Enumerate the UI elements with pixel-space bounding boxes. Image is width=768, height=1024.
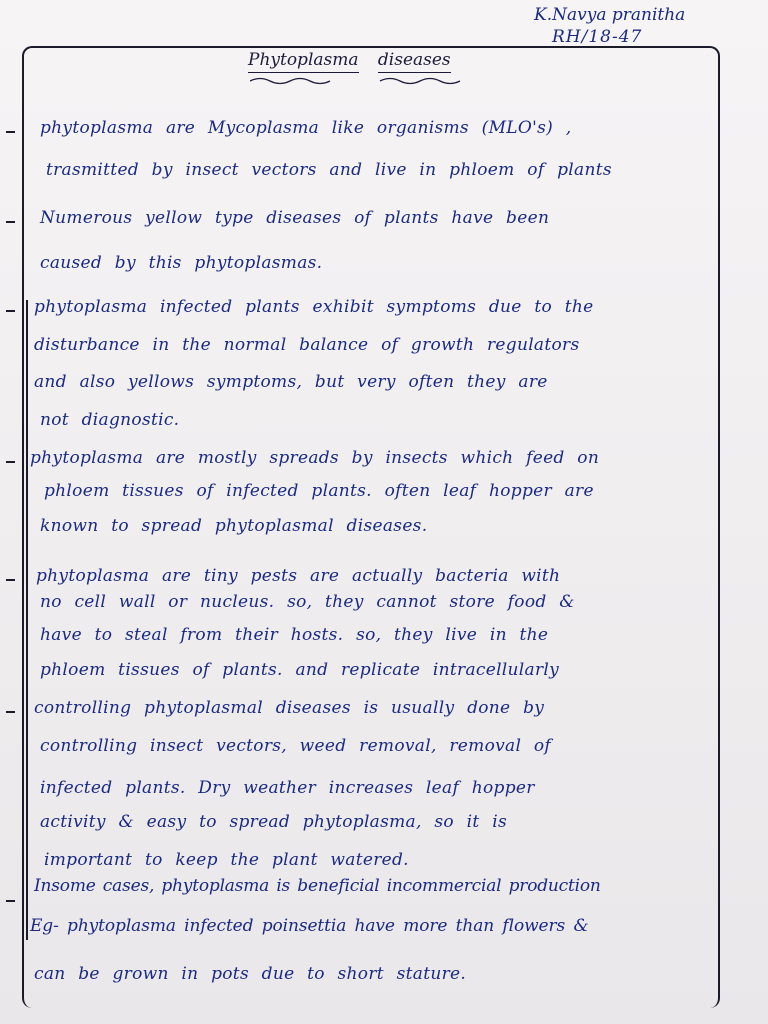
title-word-1: Phytoplasma <box>248 50 359 73</box>
author-block <box>520 4 750 48</box>
bullet-dash <box>6 310 15 312</box>
note-line: caused by this phytoplasmas. <box>40 253 323 273</box>
note-line: important to keep the plant watered. <box>44 850 409 870</box>
note-line: Insome cases, phytoplasma is beneficial incommercial production <box>34 876 601 896</box>
note-line: phytoplasma are mostly spreads by insects which feed on <box>30 448 600 468</box>
note-line: disturbance in the normal balance of growth regulators <box>34 335 580 355</box>
title-word-2: diseases <box>378 50 451 73</box>
note-line: not diagnostic. <box>40 410 180 430</box>
note-line: phytoplasma infected plants exhibit symptoms due to the <box>34 297 594 317</box>
note-line: can be grown in pots due to short stature. <box>34 964 467 984</box>
note-line: phytoplasma are tiny pests are actually bacteria with <box>36 566 561 586</box>
note-line: activity & easy to spread phytoplasma, so it is <box>40 812 507 832</box>
roll-number: RH/18-47 <box>552 27 643 47</box>
note-line: controlling phytoplasmal diseases is usually done by <box>34 698 545 718</box>
bullet-dash <box>6 221 15 223</box>
bullet-dash <box>6 131 15 133</box>
note-line: no cell wall or nucleus. so, they cannot store food & <box>40 592 575 612</box>
note-line: trasmitted by insect vectors and live in phloem of plants <box>46 160 612 180</box>
note-line: Eg- phytoplasma infected poinsettia have more than flowers & <box>30 916 589 936</box>
title-underline-squiggle <box>250 76 480 86</box>
note-line: infected plants. Dry weather increases leaf hopper <box>40 778 535 798</box>
note-line: have to steal from their hosts. so, they live in the <box>40 625 549 645</box>
note-line: and also yellows symptoms, but very often they are <box>34 372 548 392</box>
note-line: controlling insect vectors, weed removal, removal of <box>40 736 552 756</box>
note-line: phytoplasma are Mycoplasma like organisms (MLO's) , <box>40 118 572 138</box>
bullet-dash <box>6 711 15 713</box>
bullet-dash <box>6 579 15 581</box>
margin-rule <box>26 300 28 940</box>
note-line: phloem tissues of plants. and replicate intracellularly <box>40 660 560 680</box>
bullet-dash <box>6 461 15 463</box>
note-line: Numerous yellow type diseases of plants have been <box>40 208 550 228</box>
note-line: known to spread phytoplasmal diseases. <box>40 516 428 536</box>
author-name: K.Navya pranitha <box>534 5 686 25</box>
bullet-dash <box>6 900 15 902</box>
note-line: phloem tissues of infected plants. often leaf hopper are <box>44 481 594 501</box>
page-title <box>248 50 451 70</box>
